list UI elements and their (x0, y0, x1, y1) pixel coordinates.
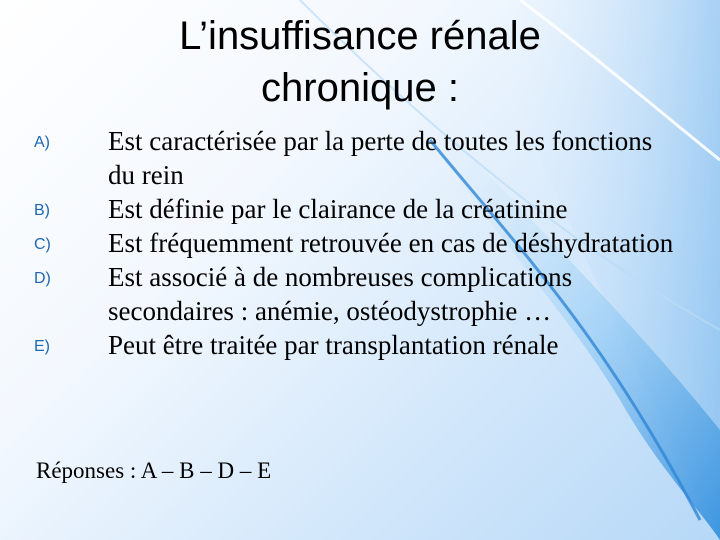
option-text: Est associé à de nombreuses complications secondaires : anémie, ostéodystrophie … (108, 262, 573, 326)
option-text: Est définie par le clairance de la créatinine (108, 194, 568, 224)
title-line-1: L’insuffisance rénale (179, 14, 541, 58)
option-marker: C) (34, 236, 51, 253)
option-b (34, 192, 674, 226)
slide-title (90, 10, 630, 114)
option-text: Est fréquemment retrouvée en cas de déshydratation (108, 228, 674, 258)
option-text: Est caractérisée par la perte de toutes les fonctions du rein (108, 126, 653, 190)
option-marker: A) (34, 134, 50, 151)
option-marker: E) (34, 338, 50, 355)
title-line-2: chronique : (261, 66, 459, 110)
option-text: Peut être traitée par transplantation rénale (108, 330, 559, 360)
option-marker: B) (34, 202, 50, 219)
option-e (34, 328, 674, 362)
answer-options-list (34, 124, 674, 362)
option-marker: D) (34, 270, 51, 287)
option-a (34, 124, 674, 192)
answers-line: Réponses : A – B – D – E (36, 458, 272, 483)
option-d (34, 260, 674, 328)
option-c (34, 226, 674, 260)
